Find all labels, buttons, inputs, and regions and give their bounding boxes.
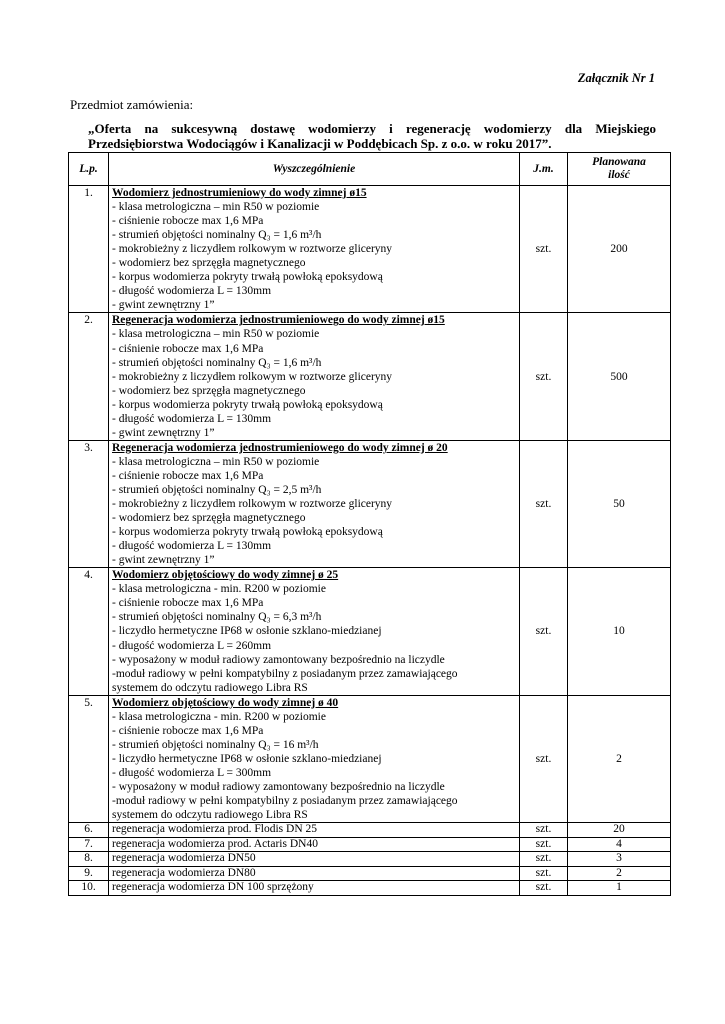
- item-spec-line: - ciśnienie robocze max 1,6 MPa: [112, 597, 264, 610]
- row-quantity: 500: [568, 313, 671, 440]
- item-spec-line: - mokrobieżny z liczydłem rolkowym w roztworze gliceryny: [112, 370, 393, 383]
- row-number: 9.: [69, 866, 109, 881]
- column-header-unit: J.m.: [520, 153, 568, 186]
- item-spec-line: - ciśnienie robocze max 1,6 MPa: [112, 342, 264, 355]
- row-quantity: 200: [568, 186, 671, 313]
- row-unit: szt.: [520, 852, 568, 867]
- item-spec-line: - ciśnienie robocze max 1,6 MPa: [112, 724, 264, 737]
- table-row: [69, 881, 671, 896]
- item-spec-line: - wyposażony w moduł radiowy zamontowany bezpośrednio na liczydle: [112, 653, 445, 666]
- row-unit: szt.: [520, 837, 568, 852]
- item-title: Regeneracja wodomierza jednostrumieniowego do wody zimnej ø15: [112, 314, 445, 327]
- item-spec-line: - korpus wodomierza pokryty trwałą powłoką epoksydową: [112, 526, 383, 539]
- subject-label: Przedmiot zamówienia:: [70, 97, 194, 112]
- item-spec-line: - ciśnienie robocze max 1,6 MPa: [112, 215, 264, 228]
- item-spec-line: systemem do odczytu radiowego Libra RS: [112, 809, 308, 822]
- table-row: [69, 852, 671, 867]
- item-spec-line: - klasa metrologiczna – min R50 w poziomie: [112, 455, 320, 468]
- row-unit: szt.: [520, 568, 568, 695]
- item-spec-line: - liczydło hermetyczne IP68 w osłonie szklano-miedzianej: [112, 752, 382, 765]
- item-spec-flow: - strumień objętości nominalny Q₃ = 1,6 m³/h: [112, 356, 322, 369]
- item-title: Wodomierz objętościowy do wody zimnej ø 40: [112, 696, 339, 709]
- table-row: [69, 186, 671, 313]
- row-number: 1.: [69, 186, 109, 313]
- table-row: [69, 313, 671, 440]
- item-title: Wodomierz jednostrumieniowy do wody zimnej ø15: [112, 187, 367, 199]
- item-spec-line: -moduł radiowy w pełni kompatybilny z posiadanym przez zamawiającego: [112, 795, 458, 808]
- row-unit: szt.: [520, 313, 568, 440]
- table-row: [69, 866, 671, 881]
- column-header-lp: L.p.: [69, 153, 109, 186]
- row-quantity: 3: [568, 852, 671, 867]
- table-header-row: [69, 153, 671, 186]
- item-spec-flow: - strumień objętości nominalny Q₃ = 6,3 m³/h: [112, 611, 322, 624]
- row-number: 4.: [69, 568, 109, 695]
- row-unit: szt.: [520, 823, 568, 838]
- item-spec-line: - klasa metrologiczna – min R50 w poziomie: [112, 328, 320, 341]
- annex-label: Załącznik Nr 1: [577, 71, 655, 85]
- offer-title: „Oferta na sukcesywną dostawę wodomierzy i regenerację wodomierzy dla Miejskiego Przedsiębiorstwa Wodociągów i Kanalizacji w Poddębicach Sp. z o.o. w roku 2017”.: [88, 121, 656, 151]
- row-unit: szt.: [520, 866, 568, 881]
- item-spec-line: - klasa metrologiczna - min. R200 w poziomie: [112, 583, 326, 596]
- item-spec-line: -moduł radiowy w pełni kompatybilny z posiadanym przez zamawiającego: [112, 667, 458, 680]
- row-number: 5.: [69, 695, 109, 822]
- item-spec-line: - wodomierz bez sprzęgła magnetycznego: [112, 512, 306, 525]
- row-number: 3.: [69, 440, 109, 567]
- column-header-quantity-line2: ilość: [608, 169, 630, 181]
- item-spec-line: - gwint zewnętrzny 1”: [112, 554, 215, 567]
- row-quantity: 2: [568, 695, 671, 822]
- item-spec-line: - klasa metrologiczna – min R50 w poziomie: [112, 201, 320, 214]
- row-unit: szt.: [520, 186, 568, 313]
- row-number: 10.: [69, 881, 109, 896]
- order-table: [68, 152, 671, 896]
- table-row: [69, 440, 671, 567]
- item-spec-line: - korpus wodomierza pokryty trwałą powłoką epoksydową: [112, 271, 383, 284]
- row-quantity: 20: [568, 823, 671, 838]
- row-number: 8.: [69, 852, 109, 867]
- item-title: Regeneracja wodomierza jednostrumieniowego do wody zimnej ø 20: [112, 441, 448, 454]
- row-quantity: 50: [568, 440, 671, 567]
- row-number: 2.: [69, 313, 109, 440]
- item-spec-line: - korpus wodomierza pokryty trwałą powłoką epoksydową: [112, 398, 383, 411]
- row-quantity: 1: [568, 881, 671, 896]
- row-description: regeneracja wodomierza DN50: [109, 852, 520, 867]
- row-description: [109, 695, 520, 822]
- row-unit: szt.: [520, 440, 568, 567]
- item-spec-line: - ciśnienie robocze max 1,6 MPa: [112, 469, 264, 482]
- row-description: [109, 568, 520, 695]
- item-spec-line: - mokrobieżny z liczydłem rolkowym w roztworze gliceryny: [112, 243, 393, 256]
- item-spec-flow: - strumień objętości nominalny Q₃ = 1,6 m³/h: [112, 229, 322, 242]
- row-unit: szt.: [520, 881, 568, 896]
- row-description: [109, 440, 520, 567]
- item-spec-line: - mokrobieżny z liczydłem rolkowym w roztworze gliceryny: [112, 498, 393, 511]
- row-quantity: 10: [568, 568, 671, 695]
- row-quantity: 4: [568, 837, 671, 852]
- item-spec-line: - długość wodomierza L = 130mm: [112, 412, 272, 425]
- item-spec-line: - długość wodomierza L = 300mm: [112, 766, 272, 779]
- column-header-quantity-line1: Planowana: [592, 156, 646, 168]
- item-spec-flow: - strumień objętości nominalny Q₃ = 16 m³/h: [112, 738, 319, 751]
- item-spec-line: - liczydło hermetyczne IP68 w osłonie szklano-miedzianej: [112, 625, 382, 638]
- item-spec-line: - wyposażony w moduł radiowy zamontowany bezpośrednio na liczydle: [112, 780, 445, 793]
- item-spec-line: - wodomierz bez sprzęgła magnetycznego: [112, 257, 306, 270]
- row-description: regeneracja wodomierza DN 100 sprzężony: [109, 881, 520, 896]
- row-quantity: 2: [568, 866, 671, 881]
- row-description: [109, 313, 520, 440]
- row-description: regeneracja wodomierza prod. Flodis DN 25: [109, 823, 520, 838]
- row-number: 6.: [69, 823, 109, 838]
- item-title: Wodomierz objętościowy do wody zimnej ø 25: [112, 569, 339, 582]
- item-spec-line: - długość wodomierza L = 130mm: [112, 540, 272, 553]
- column-header-quantity: [568, 153, 671, 186]
- item-spec-line: - gwint zewnętrzny 1”: [112, 426, 215, 439]
- item-spec-line: systemem do odczytu radiowego Libra RS: [112, 681, 308, 694]
- item-spec-flow: - strumień objętości nominalny Q₃ = 2,5 m³/h: [112, 483, 322, 496]
- row-unit: szt.: [520, 695, 568, 822]
- item-spec-line: - długość wodomierza L = 260mm: [112, 639, 272, 652]
- table-row: [69, 695, 671, 822]
- table-row: [69, 837, 671, 852]
- item-spec-line: - wodomierz bez sprzęgła magnetycznego: [112, 384, 306, 397]
- item-spec-line: - gwint zewnętrzny 1”: [112, 299, 215, 312]
- column-header-description: Wyszczególnienie: [109, 153, 520, 186]
- row-description: regeneracja wodomierza DN80: [109, 866, 520, 881]
- table-row: [69, 568, 671, 695]
- item-spec-line: - długość wodomierza L = 130mm: [112, 285, 272, 298]
- row-description: regeneracja wodomierza prod. Actaris DN40: [109, 837, 520, 852]
- item-spec-line: - klasa metrologiczna - min. R200 w poziomie: [112, 710, 326, 723]
- table-row: [69, 823, 671, 838]
- row-description: [109, 186, 520, 313]
- row-number: 7.: [69, 837, 109, 852]
